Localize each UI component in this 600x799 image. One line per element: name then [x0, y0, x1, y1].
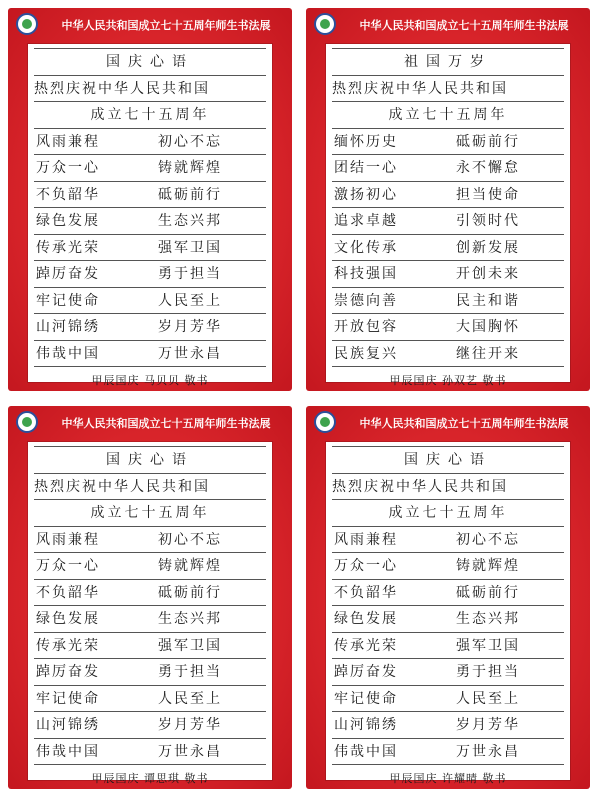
exhibition-title: 中华人民共和国成立七十五周年师生书法展 [61, 19, 271, 32]
verse-line [332, 553, 564, 579]
verse-left: 绿色发展 [334, 611, 398, 627]
exhibition-title: 中华人民共和国成立七十五周年师生书法展 [61, 417, 271, 430]
anniversary-line: 成立七十五周年 [388, 107, 508, 123]
verse-right: 人民至上 [158, 292, 222, 309]
verse-left: 万众一心 [36, 558, 100, 574]
verse-right: 强军卫国 [158, 637, 222, 654]
verse-left: 山河锦绣 [334, 717, 398, 733]
verse-left: 追求卓越 [334, 213, 398, 229]
card-header [306, 8, 590, 40]
verse-left: 开放包容 [334, 319, 398, 335]
verse-line [332, 155, 564, 181]
verse-line [34, 712, 266, 738]
verse-right: 铸就辉煌 [456, 558, 520, 574]
verse-right: 引领时代 [456, 213, 520, 229]
verse-line [34, 659, 266, 685]
verse-right: 岁月芳华 [158, 717, 222, 733]
signature-line: 甲辰国庆 马贝贝 敬书 [91, 374, 209, 387]
calligraphy-paper [326, 44, 570, 387]
verse-right: 初心不忘 [456, 531, 520, 548]
verse-line [332, 527, 564, 553]
verse-right: 砥砺前行 [158, 584, 222, 601]
verse-left: 牢记使命 [36, 292, 100, 309]
verse-left: 牢记使命 [334, 690, 398, 707]
verse-right: 初心不忘 [158, 133, 222, 150]
verse-left: 民族复兴 [334, 345, 398, 362]
dedication-line: 热烈庆祝中华人民共和国 [332, 80, 508, 97]
verse-left: 团结一心 [334, 160, 398, 176]
verse-right: 开创未来 [456, 266, 520, 282]
verse-left: 绿色发展 [36, 213, 100, 229]
verse-left: 不负韶华 [334, 584, 398, 601]
work-title: 国庆心语 [404, 452, 492, 468]
verse-line [34, 686, 266, 712]
anniversary-line: 成立七十五周年 [388, 505, 508, 521]
verse-right: 生态兴邦 [456, 611, 520, 627]
verse-line [34, 182, 266, 208]
exhibition-title: 中华人民共和国成立七十五周年师生书法展 [359, 19, 569, 32]
verse-left: 风雨兼程 [36, 133, 100, 150]
calligraphy-card [8, 8, 292, 391]
verse-line [332, 235, 564, 261]
verse-line [332, 261, 564, 287]
verse-line [34, 288, 266, 314]
verse-left: 踔厉奋发 [334, 664, 398, 680]
verse-left: 风雨兼程 [36, 531, 100, 548]
verse-right: 强军卫国 [456, 637, 520, 654]
signature-line: 甲辰国庆 许耀晴 敬书 [389, 772, 507, 785]
calligraphy-card [306, 406, 590, 789]
verse-left: 崇德向善 [334, 292, 398, 309]
calligraphy-card [306, 8, 590, 391]
verse-right: 万世永昌 [158, 743, 222, 760]
verse-line [332, 659, 564, 685]
signature-line: 甲辰国庆 谭思琪 敬书 [91, 772, 209, 785]
verse-right: 人民至上 [456, 690, 520, 707]
verse-right: 铸就辉煌 [158, 558, 222, 574]
verse-line [332, 712, 564, 738]
verse-right: 人民至上 [158, 690, 222, 707]
verse-left: 山河锦绣 [36, 717, 100, 733]
verse-right: 砥砺前行 [456, 133, 520, 150]
calligraphy-paper [326, 442, 570, 785]
verse-right: 生态兴邦 [158, 213, 222, 229]
school-emblem-icon [16, 13, 38, 35]
verse-line [34, 580, 266, 606]
verse-right: 万世永昌 [158, 345, 222, 362]
verse-line [332, 739, 564, 765]
verse-right: 万世永昌 [456, 743, 520, 760]
work-title: 国庆心语 [106, 452, 194, 468]
verse-left: 山河锦绣 [36, 319, 100, 335]
verse-right: 强军卫国 [158, 239, 222, 256]
verse-right: 勇于担当 [456, 664, 520, 680]
verse-line [34, 235, 266, 261]
verse-right: 勇于担当 [158, 664, 222, 680]
ruled-line [332, 764, 564, 765]
verse-right: 岁月芳华 [456, 717, 520, 733]
work-title: 国庆心语 [106, 54, 194, 70]
school-emblem-icon [314, 13, 336, 35]
verse-line [332, 686, 564, 712]
verse-left: 万众一心 [36, 160, 100, 176]
verse-right: 大国胸怀 [456, 319, 520, 335]
anniversary-line: 成立七十五周年 [90, 107, 210, 123]
school-emblem-icon [314, 411, 336, 433]
verse-right: 生态兴邦 [158, 611, 222, 627]
verse-line [332, 129, 564, 155]
verse-left: 传承光荣 [36, 239, 100, 256]
verse-left: 踔厉奋发 [36, 664, 100, 680]
verse-left: 文化传承 [334, 239, 398, 256]
verse-line [332, 633, 564, 659]
verse-left: 绿色发展 [36, 611, 100, 627]
verse-line [34, 208, 266, 234]
verse-right: 勇于担当 [158, 266, 222, 282]
verse-line [34, 129, 266, 155]
verse-line [34, 553, 266, 579]
card-header [8, 8, 292, 40]
verse-left: 传承光荣 [36, 637, 100, 654]
verse-left: 伟哉中国 [36, 345, 100, 362]
work-title: 祖国万岁 [404, 54, 492, 70]
verse-line [332, 288, 564, 314]
verse-right: 永不懈怠 [456, 160, 520, 176]
verse-right: 铸就辉煌 [158, 160, 222, 176]
verse-left: 不负韶华 [36, 584, 100, 601]
verse-left: 传承光荣 [334, 637, 398, 654]
verse-line [332, 341, 564, 367]
verse-right: 砥砺前行 [456, 584, 520, 601]
verse-line [34, 527, 266, 553]
verse-line [34, 739, 266, 765]
dedication-line: 热烈庆祝中华人民共和国 [332, 478, 508, 495]
verse-left: 踔厉奋发 [36, 266, 100, 282]
calligraphy-paper [28, 44, 272, 387]
verse-left: 激扬初心 [334, 186, 398, 203]
verse-right: 初心不忘 [158, 531, 222, 548]
verse-left: 牢记使命 [36, 690, 100, 707]
verse-line [34, 341, 266, 367]
ruled-line [332, 366, 564, 367]
verse-line [34, 155, 266, 181]
verse-right: 担当使命 [456, 186, 520, 203]
verse-left: 不负韶华 [36, 186, 100, 203]
anniversary-line: 成立七十五周年 [90, 505, 210, 521]
verse-line [332, 208, 564, 234]
verse-right: 砥砺前行 [158, 186, 222, 203]
verse-right: 继往开来 [456, 345, 520, 362]
verse-line [332, 314, 564, 340]
verse-line [332, 182, 564, 208]
verse-line [34, 633, 266, 659]
verse-left: 伟哉中国 [36, 743, 100, 760]
verse-left: 科技强国 [334, 266, 398, 282]
verse-line [34, 314, 266, 340]
verse-line [332, 580, 564, 606]
ruled-line [34, 366, 266, 367]
verse-line [34, 261, 266, 287]
calligraphy-paper [28, 442, 272, 785]
signature-line: 甲辰国庆 孙双艺 敬书 [389, 374, 507, 387]
dedication-line: 热烈庆祝中华人民共和国 [34, 478, 210, 495]
verse-line [332, 606, 564, 632]
dedication-line: 热烈庆祝中华人民共和国 [34, 80, 210, 97]
card-header [306, 406, 590, 438]
verse-left: 缅怀历史 [334, 133, 398, 150]
verse-left: 伟哉中国 [334, 743, 398, 760]
verse-right: 创新发展 [456, 239, 520, 256]
calligraphy-card [8, 406, 292, 789]
verse-left: 万众一心 [334, 558, 398, 574]
verse-line [34, 606, 266, 632]
verse-right: 民主和谐 [456, 292, 520, 309]
verse-left: 风雨兼程 [334, 531, 398, 548]
exhibition-title: 中华人民共和国成立七十五周年师生书法展 [359, 417, 569, 430]
school-emblem-icon [16, 411, 38, 433]
verse-right: 岁月芳华 [158, 319, 222, 335]
ruled-line [34, 764, 266, 765]
card-header [8, 406, 292, 438]
